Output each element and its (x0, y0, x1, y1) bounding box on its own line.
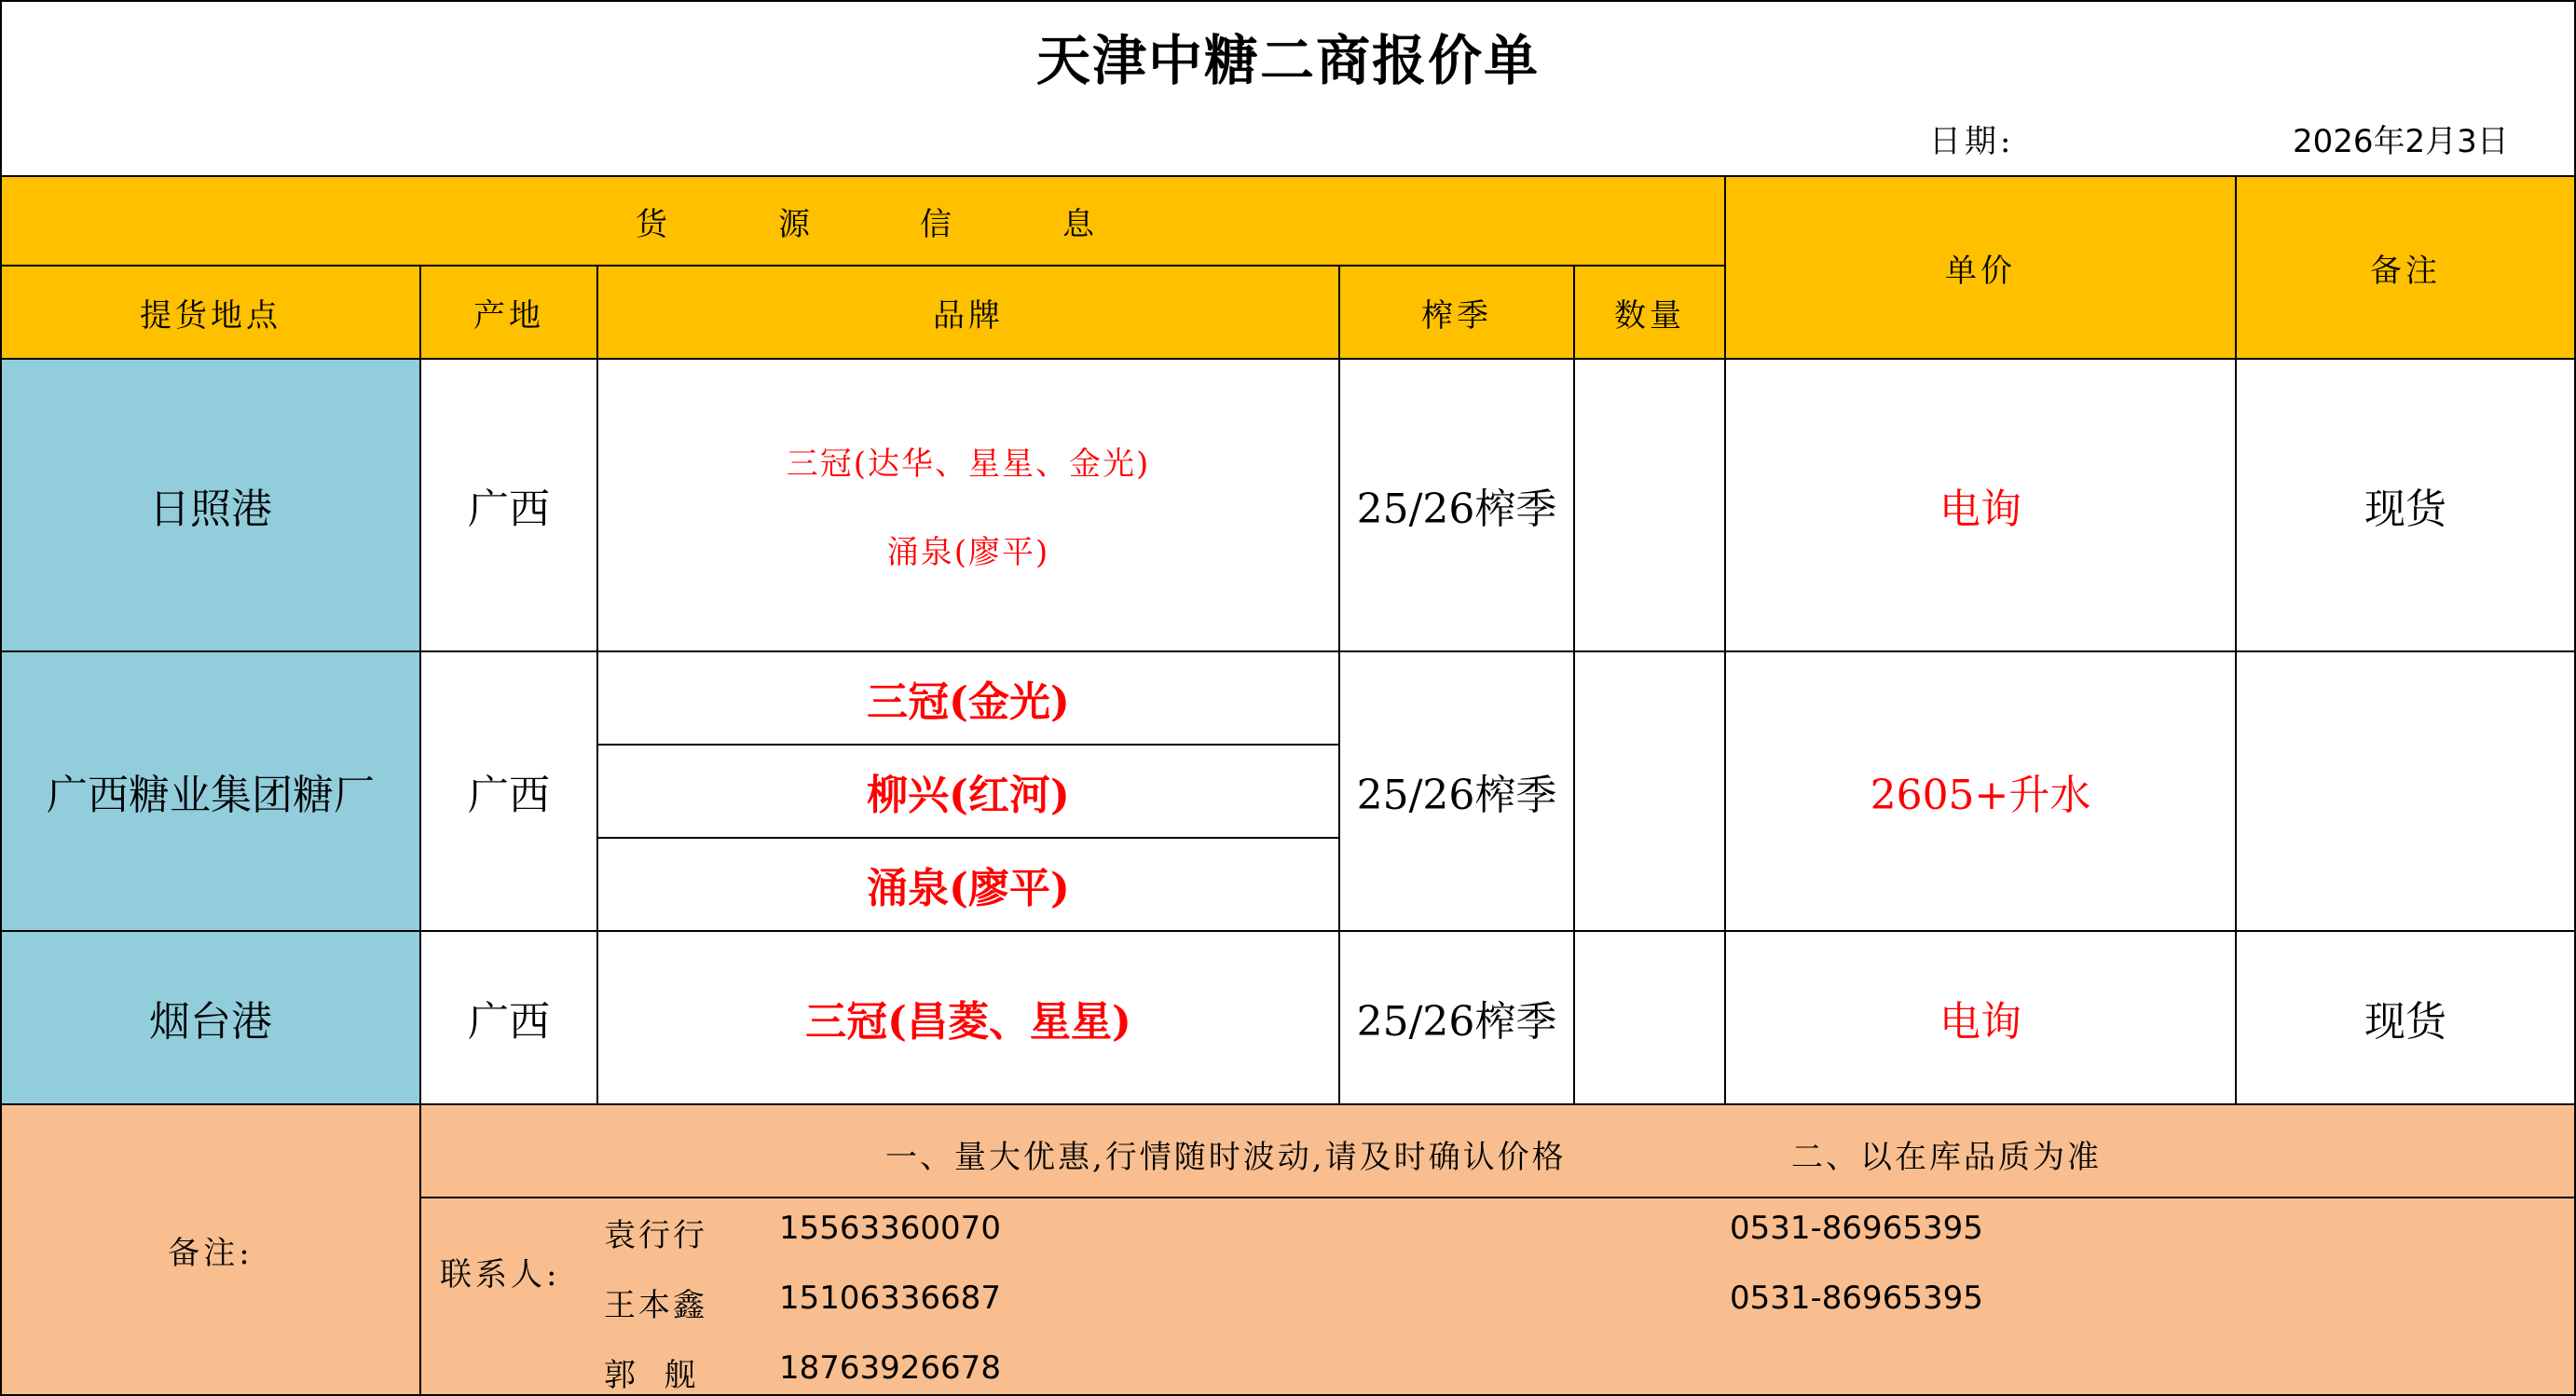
row-origin: 广西 (419, 650, 598, 932)
row-location: 烟台港 (0, 930, 421, 1105)
date-label: 日期: (1929, 123, 2015, 160)
contacts-label: 联系人: (440, 1256, 561, 1293)
row-brand: 柳兴(红河) (596, 744, 1340, 839)
header-location: 提货地点 (0, 265, 421, 360)
row-season: 25/26榨季 (1338, 358, 1575, 652)
header-goods-info (0, 175, 1726, 267)
contact-name: 袁行行 (604, 1217, 707, 1254)
row-remark: 现货 (2235, 358, 2576, 652)
footer-contacts (419, 1197, 2576, 1396)
row-location: 广西糖业集团糖厂 (0, 650, 421, 932)
row-season: 25/26榨季 (1338, 930, 1575, 1105)
row-brands (596, 358, 1340, 652)
row-price: 电询 (1724, 358, 2237, 652)
contact-mobile: 15563360070 (779, 1210, 1001, 1247)
header-origin: 产地 (419, 265, 598, 360)
row-origin: 广西 (419, 358, 598, 652)
contact-mobile: 18763926678 (779, 1349, 1001, 1387)
row-origin: 广西 (419, 930, 598, 1105)
header-price: 单价 (1724, 175, 2237, 360)
contact-phone: 0531-86965395 (1730, 1210, 1983, 1247)
row-brand: 三冠(昌菱、星星) (596, 930, 1340, 1105)
date-value: 2026年2月3日 (2293, 123, 2509, 160)
footer-note: 二、以在库品质为准 (1791, 1139, 2102, 1176)
contact-phone: 0531-86965395 (1730, 1280, 1983, 1317)
row-remark: 现货 (2235, 930, 2576, 1105)
row-brand: 三冠(金光) (596, 650, 1340, 746)
row-location: 日照港 (0, 358, 421, 652)
brand-line: 三冠(达华、星星、金光) (786, 445, 1151, 483)
header-remark: 备注 (2235, 175, 2576, 360)
contact-name: 郭 舰 (604, 1357, 699, 1394)
header-group-char: 货 (636, 205, 667, 243)
footer-label: 备注: (0, 1103, 421, 1396)
row-quantity (1573, 650, 1726, 932)
header-group-char: 息 (1062, 205, 1094, 243)
row-quantity (1573, 358, 1726, 652)
header-brand: 品牌 (596, 265, 1340, 360)
page-title: 天津中糖二商报价单 (1035, 29, 1540, 92)
contact-mobile: 15106336687 (779, 1280, 1001, 1317)
row-remark (2235, 650, 2576, 932)
row-price: 2605+升水 (1724, 650, 2237, 932)
row-season: 25/26榨季 (1338, 650, 1575, 932)
header-group-char: 源 (778, 205, 810, 243)
header-season: 榨季 (1338, 265, 1575, 360)
contact-name: 王本鑫 (604, 1287, 707, 1324)
row-quantity (1573, 930, 1726, 1105)
row-price: 电询 (1724, 930, 2237, 1105)
header-group-char: 信 (920, 205, 952, 243)
header-quantity: 数量 (1573, 265, 1726, 360)
row-brand: 涌泉(廖平) (596, 837, 1340, 932)
footer-note: 一、量大优惠,行情随时波动,请及时确认价格 (885, 1139, 1567, 1176)
brand-line: 涌泉(廖平) (886, 534, 1050, 571)
